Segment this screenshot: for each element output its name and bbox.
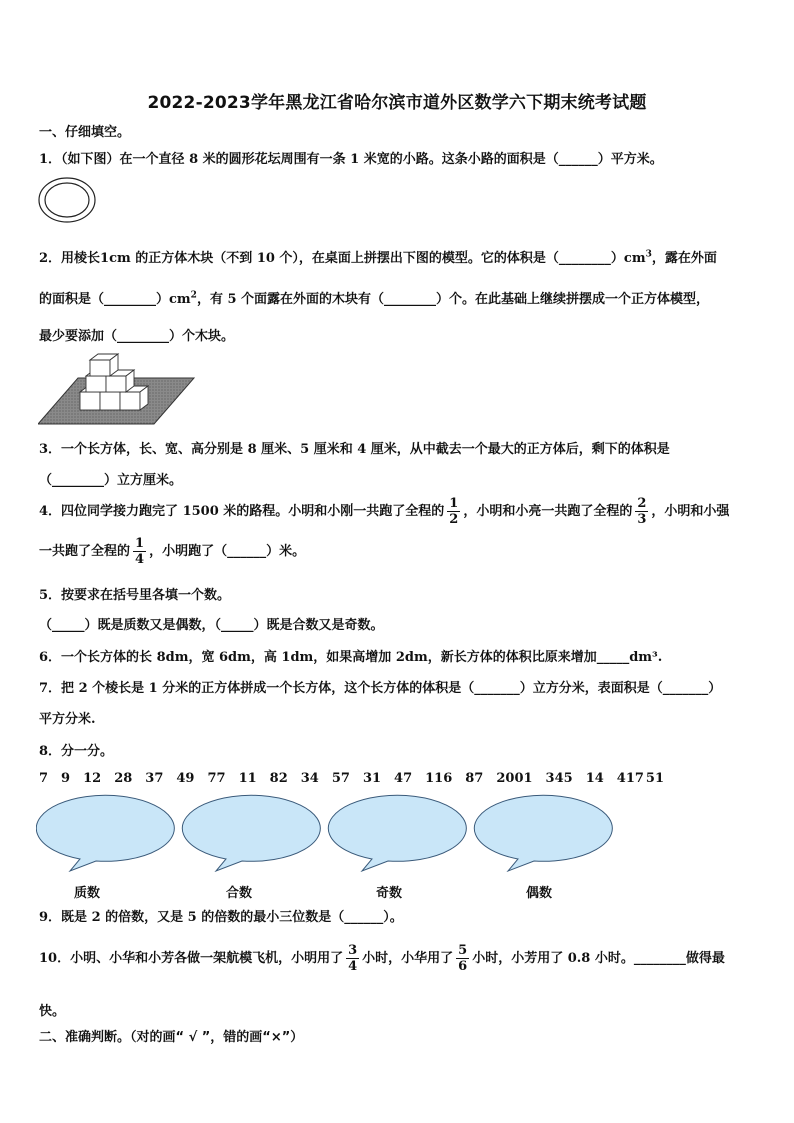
q10-text-a: 10．小明、小华和小芳各做一架航模飞机，小明用了 — [39, 951, 344, 966]
sort-bubble — [182, 795, 320, 871]
number-item: 116 — [425, 771, 453, 786]
question-2-line-2 — [39, 288, 709, 307]
question-7-line-2: 平方分米. — [39, 712, 96, 727]
section-2-heading: 二、准确判断。（对的画“ √ ”，错的画“×”） — [39, 1030, 304, 1045]
category-odd-label: 奇数 — [376, 886, 403, 901]
number-item: 34 — [300, 771, 319, 786]
number-item: 9 — [61, 771, 71, 786]
number-item: 12 — [83, 771, 102, 786]
question-7-line-1: 7．把 2 个棱长是 1 分米的正方体拼成一个长方体，这个长方体的体积是（_______）立方分米，表面积是（_______） — [39, 681, 722, 696]
fraction-two-thirds: $\frac{2}{3}$ — [637, 496, 647, 527]
q10-text-b: 小时，小华用了 — [362, 951, 454, 966]
question-10-line-2: 快。 — [39, 1004, 66, 1019]
number-item: 51 — [645, 771, 665, 786]
number-item: 31 — [362, 771, 382, 786]
question-3-line-1: 3．一个长方体，长、宽、高分别是 8 厘米、5 厘米和 4 厘米，从中截去一个最大的正方体后，剩下的体积是 — [39, 442, 670, 457]
question-2-line-1 — [39, 247, 717, 266]
number-list — [39, 771, 677, 786]
section-1-heading: 一、仔细填空。 — [39, 125, 131, 140]
sorting-bubbles — [36, 794, 626, 874]
q4-text-e: ，小明跑了（______）米。 — [149, 544, 306, 559]
question-4-line-2 — [39, 536, 305, 567]
q2-text-1a: 2．用棱长1cm 的正方体木块（不到 10 个），在桌面上拼摆出下图的模型。它的体积是（________）cm — [39, 251, 646, 266]
question-5-line-2: （_____）既是质数又是偶数，（_____）既是合数又是奇数。 — [39, 618, 384, 633]
q4-text-a: 4．四位同学接力跑完了 1500 米的路程。小明和小刚一共跑了全程的 — [39, 504, 445, 519]
number-item: 14 — [585, 771, 604, 786]
q2-text-1b: ，露在外面 — [651, 251, 717, 266]
number-item: 28 — [114, 771, 133, 786]
fraction-one-quarter: $\frac{1}{4}$ — [135, 536, 145, 567]
number-item: 11 — [238, 771, 257, 786]
question-10-line-1 — [39, 943, 725, 974]
fraction-one-half: $\frac{1}{2}$ — [449, 496, 459, 527]
question-2-line-3: 最少要添加（________）个木块。 — [39, 329, 235, 344]
q2-text-2b: ，有 5 个面露在外面的木块有（________）个。在此基础上继续拼摆成一个正方体模型， — [196, 292, 710, 307]
number-item: 87 — [465, 771, 484, 786]
number-item: 2001 — [496, 771, 533, 786]
q2-sup-cubic: 3 — [645, 249, 652, 260]
fraction-five-sixths: $\frac{5}{6}$ — [458, 943, 468, 974]
question-8-label: 8．分一分。 — [39, 744, 114, 759]
q10-text-c: 小时，小芳用了 0.8 小时。________做得最 — [472, 951, 725, 966]
question-6: 6．一个长方体的长 8dm，宽 6dm，高 1dm，如果高增加 2dm，新长方体的体积比原来增加_____dm³. — [39, 650, 663, 665]
number-item: 47 — [394, 771, 413, 786]
sort-bubble — [474, 795, 612, 871]
q2-sup-square: 2 — [190, 290, 197, 301]
number-item: 77 — [207, 771, 226, 786]
category-even-label: 偶数 — [526, 886, 553, 901]
q4-text-d: 一共跑了全程的 — [39, 544, 131, 559]
number-item: 37 — [145, 771, 164, 786]
fraction-three-quarters: $\frac{3}{4}$ — [348, 943, 358, 974]
number-item: 82 — [269, 771, 288, 786]
outer-circle — [39, 178, 95, 222]
question-3-line-2: （________）立方厘米。 — [39, 473, 183, 488]
sort-bubble — [36, 795, 174, 871]
q2-text-2a: 的面积是（________）cm — [39, 292, 191, 307]
sort-bubble — [328, 795, 466, 871]
page-title: 2022-2023学年黑龙江省哈尔滨市道外区数学六下期末统考试题 — [147, 93, 647, 113]
q4-text-c: ，小明和小强 — [651, 504, 730, 519]
number-item: 345 — [545, 771, 573, 786]
number-item: 7 — [39, 771, 49, 786]
question-4-line-1 — [39, 496, 729, 527]
inner-circle — [45, 183, 89, 217]
category-composite-label: 合数 — [226, 886, 253, 901]
number-item: 57 — [331, 771, 350, 786]
cube-model-diagram — [38, 350, 196, 426]
question-9: 9．既是 2 的倍数，又是 5 的倍数的最小三位数是（______）。 — [39, 910, 403, 925]
number-item: 417 — [616, 771, 644, 786]
question-5-line-1: 5．按要求在括号里各填一个数。 — [39, 588, 231, 603]
question-1: 1．（如下图）在一个直径 8 米的圆形花坛周围有一条 1 米宽的小路。这条小路的面积是（______）平方米。 — [39, 152, 663, 167]
ring-diagram — [37, 176, 97, 224]
q4-text-b: ，小明和小亮一共跑了全程的 — [463, 504, 633, 519]
number-item: 49 — [176, 771, 195, 786]
category-prime-label: 质数 — [74, 886, 101, 901]
